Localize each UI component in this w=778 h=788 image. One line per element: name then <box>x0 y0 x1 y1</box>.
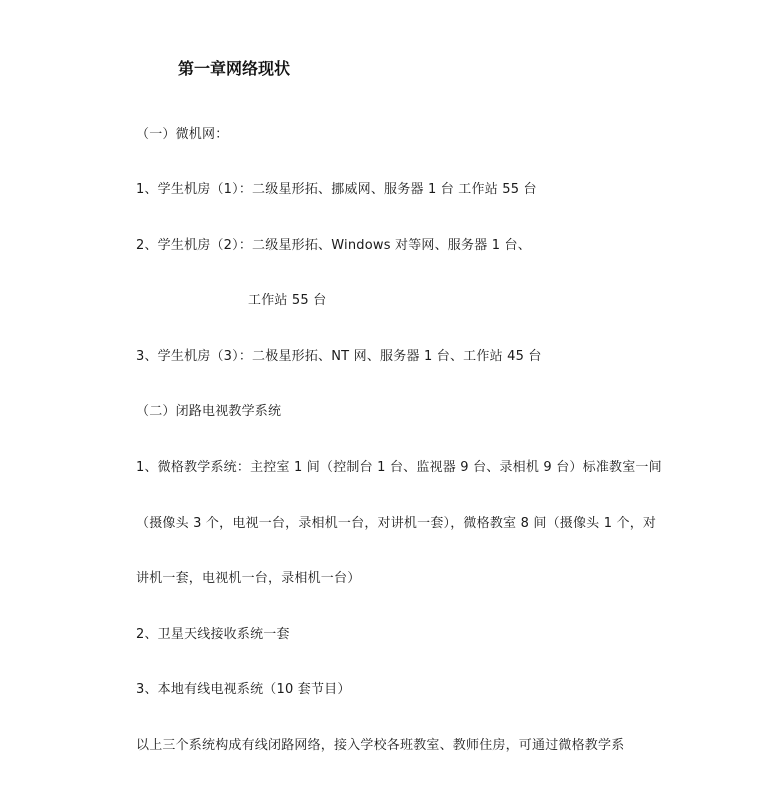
list-item-lab-3: 3、学生机房（3）：二极星形拓、NT 网、服务器 1 台、工作站 45 台 <box>136 349 542 364</box>
paragraph-summary: 以上三个系统构成有线闭路网络，接入学校各班教室、教师住房，可通过微格教学系 <box>136 738 625 753</box>
section-heading-cctv-system: （二）闭路电视教学系统 <box>136 404 282 419</box>
list-item-lab-2: 2、学生机房（2）：二级星形拓、Windows 对等网、服务器 1 台、 <box>136 238 531 253</box>
section-heading-microcomputer-network: （一）微机网： <box>136 127 229 142</box>
paragraph-microteaching-line-1: 1、微格教学系统：主控室 1 间（控制台 1 台、监视器 9 台、录相机 9 台）标准教室一间 <box>136 460 662 475</box>
paragraph-microteaching-line-3: 讲机一套，电视机一台，录相机一台） <box>136 571 361 586</box>
list-item-lab-2-continued: 工作站 55 台 <box>248 293 327 308</box>
list-item-lab-1: 1、学生机房（1）：二级星形拓、挪威网、服务器 1 台 工作站 55 台 <box>136 182 537 197</box>
list-item-local-cable-tv: 3、本地有线电视系统（10 套节目） <box>136 682 351 697</box>
paragraph-microteaching-line-2: （摄像头 3 个，电视一台，录相机一台，对讲机一套），微格教室 8 间（摄像头 1 个，对 <box>136 516 657 531</box>
list-item-satellite-system: 2、卫星天线接收系统一套 <box>136 627 290 642</box>
chapter-title: 第一章网络现状 <box>178 59 291 78</box>
